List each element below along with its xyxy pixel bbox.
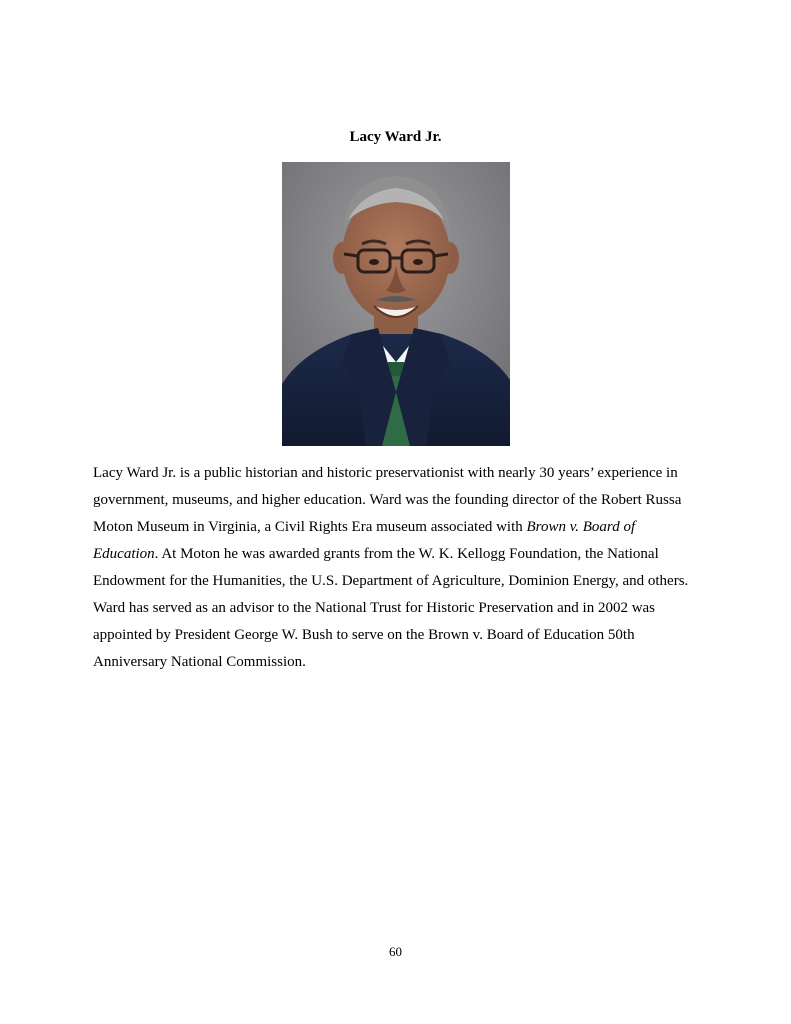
case-name-italic: Brown v. Board of Education bbox=[93, 519, 636, 562]
bio-text-part-1: Lacy Ward Jr. is a public historian and historic preservationist with nearly 30 years’ experience in government, museums, and higher education. Ward was the founding director of the Robert Russa Moton Museum in Virginia, a Civil Rights Era museum associated with bbox=[93, 465, 682, 535]
bio-text-part-2: . At Moton he was awarded grants from the W. K. Kellogg Foundation, the National Endowment for the Humanities, the U.S. Department of Agriculture, Dominion Energy, and others. Ward has served as an advisor to the National Trust for Historic Preservation and in 2002 was appointed by President George W. Bush to serve on the Brown v. Board of Education 50th Anniversary National Commission. bbox=[93, 546, 689, 670]
page-number: 60 bbox=[389, 944, 402, 959]
page-title: Lacy Ward Jr. bbox=[349, 129, 442, 145]
portrait-photo bbox=[282, 162, 510, 446]
bio-paragraph bbox=[93, 460, 699, 676]
